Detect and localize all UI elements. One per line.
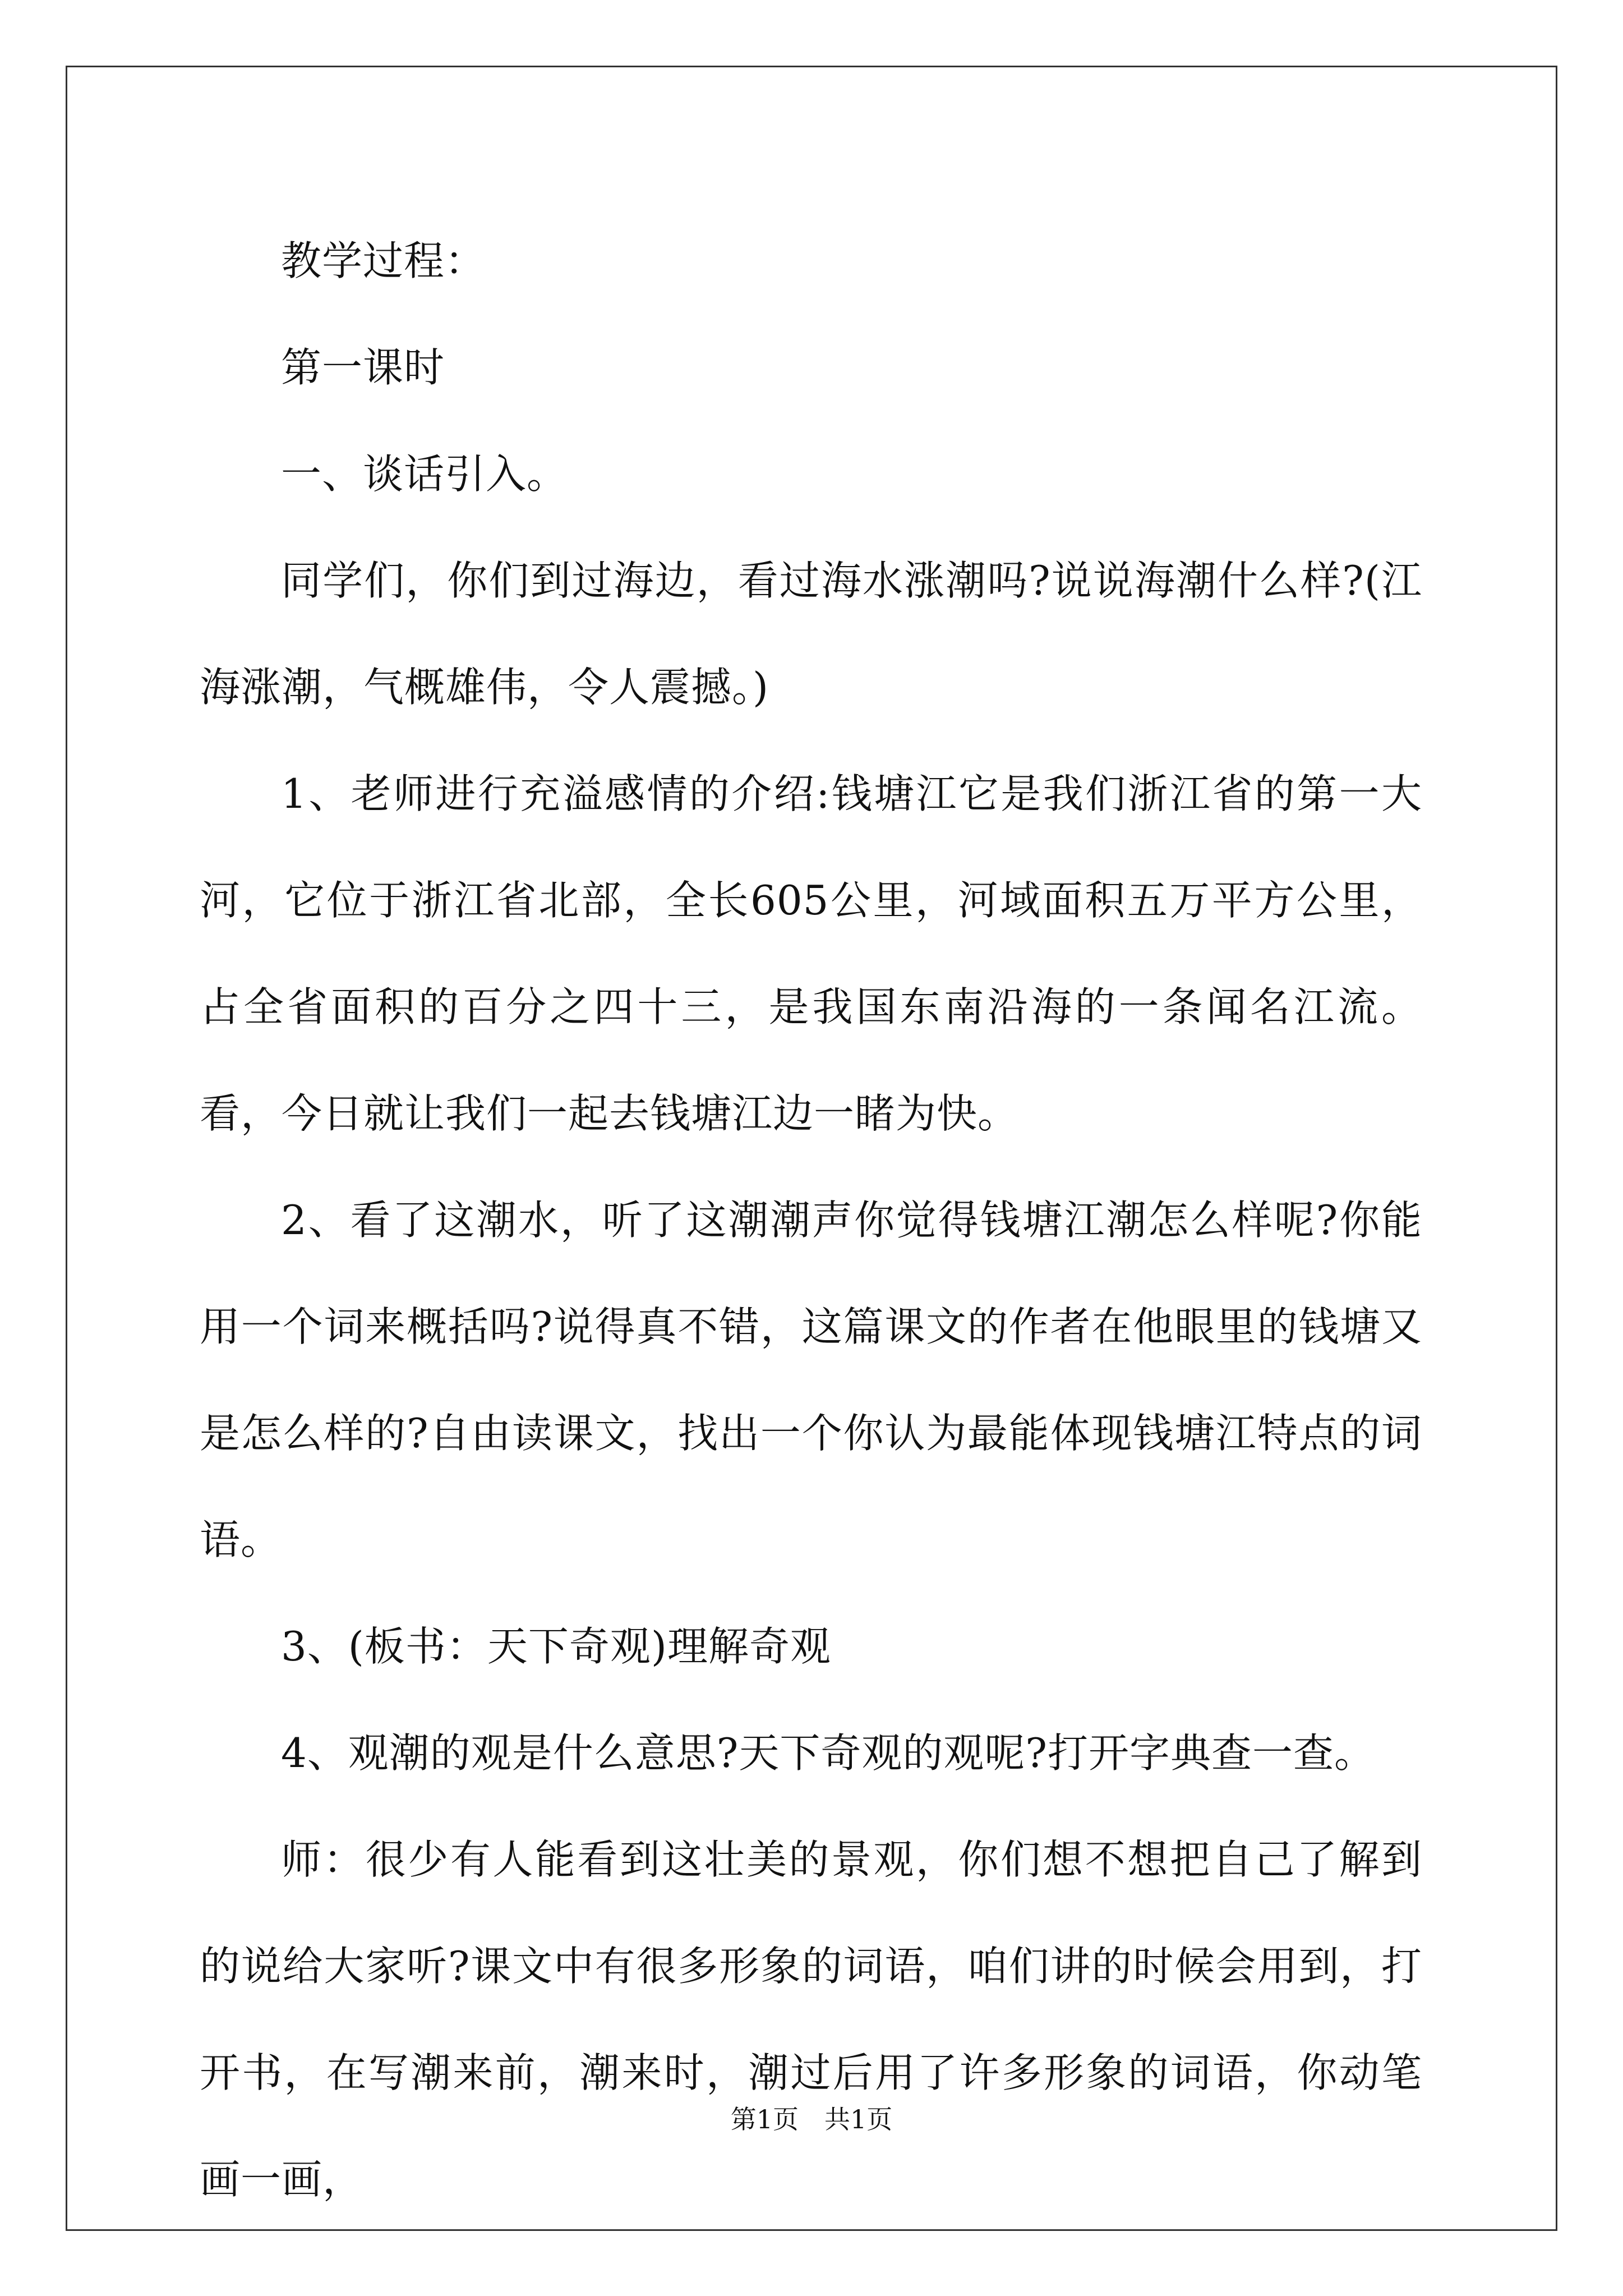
paragraph-item-3: 3、(板书：天下奇观)理解奇观 <box>281 1623 831 1670</box>
document-body <box>200 208 1422 2233</box>
paragraph-question-tide: 同学们，你们到过海边，看过海水涨潮吗?说说海潮什么样?(江海涨潮，气概雄伟，令人震撼。) <box>200 557 1422 711</box>
paragraph-item-1: 1、老师进行充溢感情的介绍:钱塘江它是我们浙江省的第一大河，它位于浙江省北部，全长605公里，河域面积五万平方公里，占全省面积的百分之四十三，是我国东南沿海的一条闻名江流。看，今日就让我们一起去钱塘江边一睹为快。 <box>200 770 1422 1137</box>
page-footer: 第1页 共1页 <box>730 2104 893 2134</box>
paragraph-first-lesson: 第一课时 <box>281 344 445 391</box>
paragraph-section-intro: 一、谈话引入。 <box>281 450 568 498</box>
paragraph-teacher: 师：很少有人能看到这壮美的景观，你们想不想把自己了解到的说给大家听?课文中有很多形象的词语，咱们讲的时候会用到，打开书，在写潮来前，潮来时，潮过后用了许多形象的词语，你动笔画一画， <box>200 1836 1422 2203</box>
paragraph-heading-process: 教学过程： <box>281 237 486 284</box>
paragraph-item-4: 4、观潮的观是什么意思?天下奇观的观呢?打开字典查一查。 <box>281 1729 1376 1777</box>
paragraph-item-2: 2、看了这潮水，听了这潮潮声你觉得钱塘江潮怎么样呢?你能用一个词来概括吗?说得真不错，这篇课文的作者在他眼里的钱塘又是怎么样的?自由读课文，找出一个你认为最能体现钱塘江特点的词语。 <box>200 1197 1422 1563</box>
